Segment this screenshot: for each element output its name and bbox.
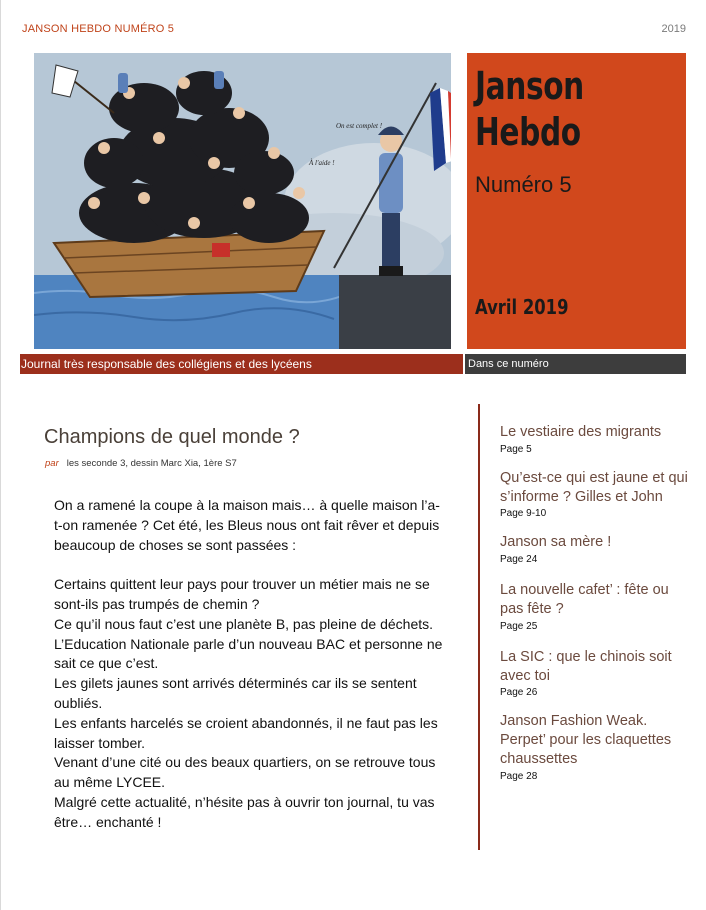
byline-par-label: par <box>45 458 59 469</box>
sidebar-divider <box>478 404 480 850</box>
toc-item-page: Page 25 <box>500 620 538 632</box>
toc-item-title: Janson Fashion Weak. Perpet’ pour les claquettes chaussettes <box>500 713 672 767</box>
cover-illustration <box>34 53 451 349</box>
running-header-title: JANSON HEBDO NUMÉRO 5 <box>22 23 175 35</box>
article-body <box>54 496 444 833</box>
toc-item[interactable] <box>500 423 690 455</box>
toc-item-title: Qu’est-ce qui est jaune et qui s’informe ? Gilles et John <box>500 469 688 505</box>
toc-item-title: La nouvelle cafet’ : fête ou pas fête ? <box>500 582 669 617</box>
toc-item[interactable] <box>500 648 690 699</box>
contents-header-label: Dans ce numéro <box>468 358 549 370</box>
issue-number: Numéro 5 <box>475 172 572 197</box>
byline-authors: les seconde 3, dessin Marc Xia, 1ère S7 <box>66 458 237 469</box>
toc-item[interactable] <box>500 469 690 520</box>
issue-date: Avril 2019 <box>475 295 569 319</box>
masthead-title: Janson Hebdo <box>475 64 584 154</box>
article-title: Champions de quel monde ? <box>44 426 300 448</box>
masthead-box <box>467 53 686 349</box>
toc-item-title: Le vestiaire des migrants <box>500 424 662 440</box>
page-border <box>0 0 1 910</box>
toc-item[interactable] <box>500 533 690 565</box>
toc-item-page: Page 28 <box>500 770 538 782</box>
toc-item-title: Janson sa mère ! <box>500 534 612 551</box>
toc-item[interactable] <box>500 581 690 632</box>
toc-item-page: Page 24 <box>500 554 538 566</box>
speech-bubble-2: À l'aide ! <box>309 159 335 167</box>
cover-illustration-drawing <box>34 53 451 349</box>
toc-item-page: Page 26 <box>500 687 538 699</box>
article-paragraph: On a ramené la coupe à la maison mais… à quelle maison l’a-t-on ramenée ? Cet été, les Bleus nous ont fait rêver et depuis beaucoup de choses se sont passées : <box>54 497 440 553</box>
tagline-bar <box>20 354 463 374</box>
toc-item-title: La SIC : que le chinois soit avec toi <box>500 648 672 684</box>
article-paragraph: Certains quittent leur pays pour trouver un métier mais ne se sont-ils pas trumpés de chemin ? Ce qu’il nous faut c’est une planète B, pas pleine de déchets. L’Education Nationale parle d’un nouveau BAC et personne ne sait ce que c’est. Les gilets jaunes sont arrivés déterminés car ils se sentent oubliés. Les enfants harcelés se croient abandonnés, il ne faut pas les laisser tomber. Venant d’une cité ou des beaux quartiers, on se retrouve tous au même LYCEE. Malgré cette actualité, n’hésite pas à ouvrir ton journal, tu vas être… enchanté ! <box>54 576 443 830</box>
running-header-year: 2019 <box>661 23 686 35</box>
toc-item-page: Page 9-10 <box>500 508 547 520</box>
tagline-text: Journal très responsable des collégiens et des lycéens <box>21 357 312 371</box>
toc-item-page: Page 5 <box>500 443 532 455</box>
table-of-contents <box>500 423 690 782</box>
article-byline <box>45 458 237 469</box>
toc-item[interactable] <box>500 712 690 781</box>
speech-bubble-1: On est complet ! <box>336 122 383 130</box>
contents-header-bar <box>465 354 686 374</box>
